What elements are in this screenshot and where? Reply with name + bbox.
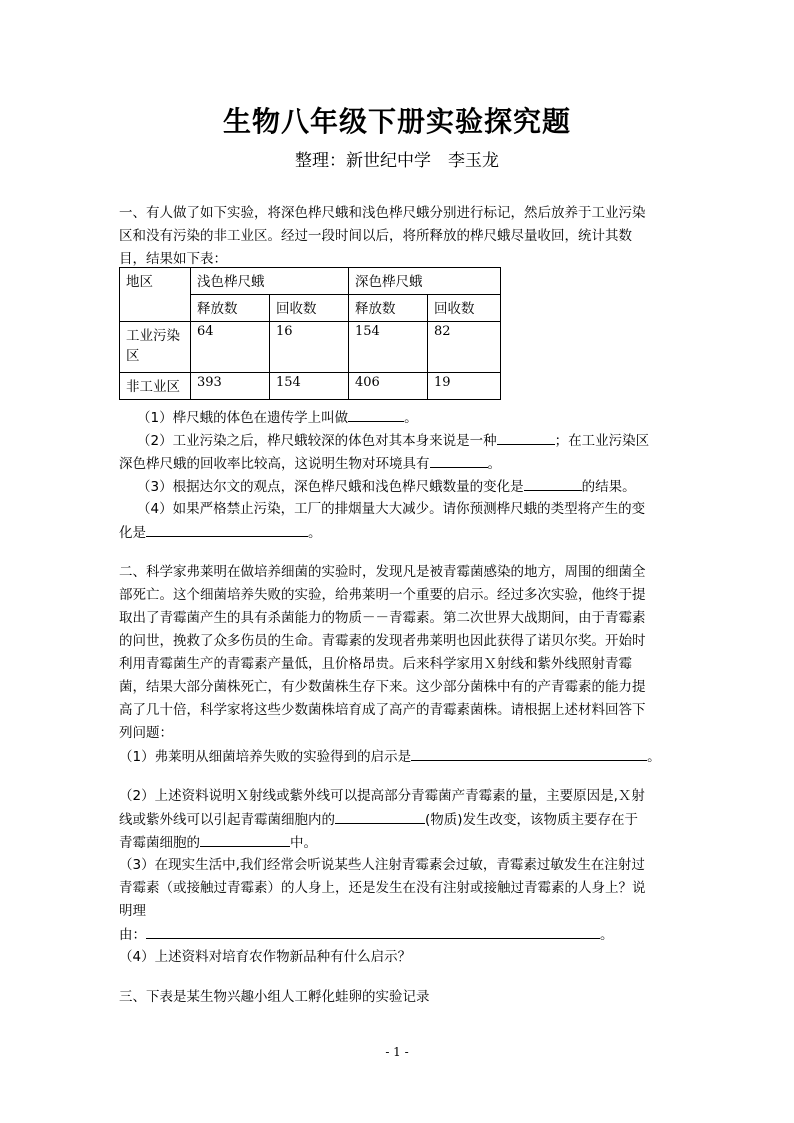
table-header-region: 地区 (120, 268, 191, 322)
table-header-dark-moth: 深色桦尺蛾 (349, 268, 501, 295)
q2-sub-3a: （3）在现实生活中,我们经常会听说某些人注射青霉素会过敏，青霉素过敏发生在注射过 (119, 857, 645, 873)
answer-blank[interactable] (200, 831, 290, 847)
table-row-label-non-industrial: 非工业区 (120, 373, 191, 400)
q2-sub-2c: 青霉菌细胞的 中。 (119, 831, 679, 855)
table-cell: 154 (270, 373, 349, 400)
document-subtitle: 整理：新世纪中学 李玉龙 (295, 151, 499, 171)
answer-blank[interactable] (146, 521, 308, 537)
answer-blank[interactable] (348, 406, 404, 422)
page-number: - 1 - (385, 1045, 409, 1059)
q2-sub-2a: （2）上述资料说明Ｘ射线或紫外线可以提高部分青霉菌产青霉素的量，主要原因是,Ｘ射 (119, 788, 645, 804)
q2-intro-line-6: 菌，结果大部分菌株死亡，有少数菌株生存下来。这少部分菌株中有的产青霉素的能力提 (119, 679, 646, 695)
q2-sub-3d: 由： 。 (119, 923, 679, 947)
q2-sub-1: （1）弗莱明从细菌培养失败的实验得到的启示是 。 (119, 745, 679, 769)
table-header-dark-recovered: 回收数 (428, 295, 501, 322)
answer-blank[interactable] (497, 429, 555, 445)
q2-intro-line-2: 部死亡。这个细菌培养失败的实验，给弗莱明一个重要的启示。经过多次实验，他终于提 (119, 587, 646, 603)
answer-blank[interactable] (146, 923, 600, 939)
q2-sub-3b: 青霉素（或接触过青霉素）的人身上，还是发生在没有注射或接触过青霉素的人身上？说 (119, 880, 646, 896)
table-cell: 64 (191, 322, 270, 373)
table-header-dark-released: 释放数 (349, 295, 428, 322)
answer-blank[interactable] (430, 452, 488, 468)
q1-sub-4b: 化是 。 (119, 521, 679, 545)
q2-intro-line-4: 的问世，挽救了众多伤员的生命。青霉素的发现者弗莱明也因此获得了诺贝尔奖。开始时 (119, 633, 646, 649)
q2-sub-4: （4）上述资料对培育农作物新品种有什么启示？ (119, 949, 412, 965)
table-cell: 154 (349, 322, 428, 373)
table-row-label-industrial: 工业污染 区 (120, 322, 191, 373)
table-cell: 393 (191, 373, 270, 400)
table-row (120, 322, 501, 373)
q2-intro-line-1: 二、科学家弗莱明在做培养细菌的实验时，发现凡是被青霉菌感染的地方，周围的细菌全 (119, 564, 646, 580)
q1-sub-4a: （4）如果严格禁止污染，工厂的排烟量大大减少。请你预测桦尺蛾的类型将产生的变 (137, 501, 646, 517)
q1-sub-3: （3）根据达尔文的观点，深色桦尺蛾和浅色桦尺蛾数量的变化是 的结果。 (119, 475, 697, 499)
table-row (120, 373, 501, 400)
q1-intro-line-3: 目，结果如下表： (119, 251, 227, 267)
table-header-light-released: 释放数 (191, 295, 270, 322)
q1-sub-1: （1）桦尺蛾的体色在遗传学上叫做 。 (119, 406, 697, 430)
table-header-light-moth: 浅色桦尺蛾 (191, 268, 349, 295)
q3-intro: 三、下表是某生物兴趣小组人工孵化蛙卵的实验记录 (119, 989, 430, 1005)
answer-blank[interactable] (335, 808, 425, 824)
q1-intro-line-1: 一、有人做了如下实验，将深色桦尺蛾和浅色桦尺蛾分别进行标记，然后放养于工业污染 (119, 205, 646, 221)
document-title: 生物八年级下册实验探究题 (222, 105, 571, 138)
q2-intro-line-5: 利用青霉菌生产的青霉素产量低，且价格昂贵。后来科学家用Ｘ射线和紫外线照射青霉 (119, 656, 632, 672)
q2-intro-line-8: 列问题： (119, 725, 173, 741)
answer-blank[interactable] (524, 475, 582, 491)
q2-sub-2b: 线或紫外线可以引起青霉菌细胞内的 (物质)发生改变，该物质主要存在于 (119, 808, 679, 832)
q2-sub-3c: 明理 (119, 903, 146, 919)
q2-intro-line-7: 高了几十倍，科学家将这些少数菌株培育成了高产的青霉素菌株。请根据上述材料回答下 (119, 702, 646, 718)
q1-sub-2b: 深色桦尺蛾的回收率比较高，这说明生物对环境具有 。 (119, 452, 679, 476)
table-cell: 406 (349, 373, 428, 400)
table-cell: 16 (270, 322, 349, 373)
q1-sub-2a: （2）工业污染之后，桦尺蛾较深的体色对其本身来说是一种 ；在工业污染区 (119, 429, 697, 453)
table-cell: 82 (428, 322, 501, 373)
answer-blank[interactable] (411, 745, 647, 761)
q2-intro-line-3: 取出了青霉菌产生的具有杀菌能力的物质－－青霉素。第二次世界大战期间，由于青霉素 (119, 610, 646, 626)
moth-data-table (119, 267, 501, 400)
table-cell: 19 (428, 373, 501, 400)
q1-intro-line-2: 区和没有污染的非工业区。经过一段时间以后，将所释放的桦尺蛾尽量收回，统计其数 (119, 228, 632, 244)
table-header-light-recovered: 回收数 (270, 295, 349, 322)
